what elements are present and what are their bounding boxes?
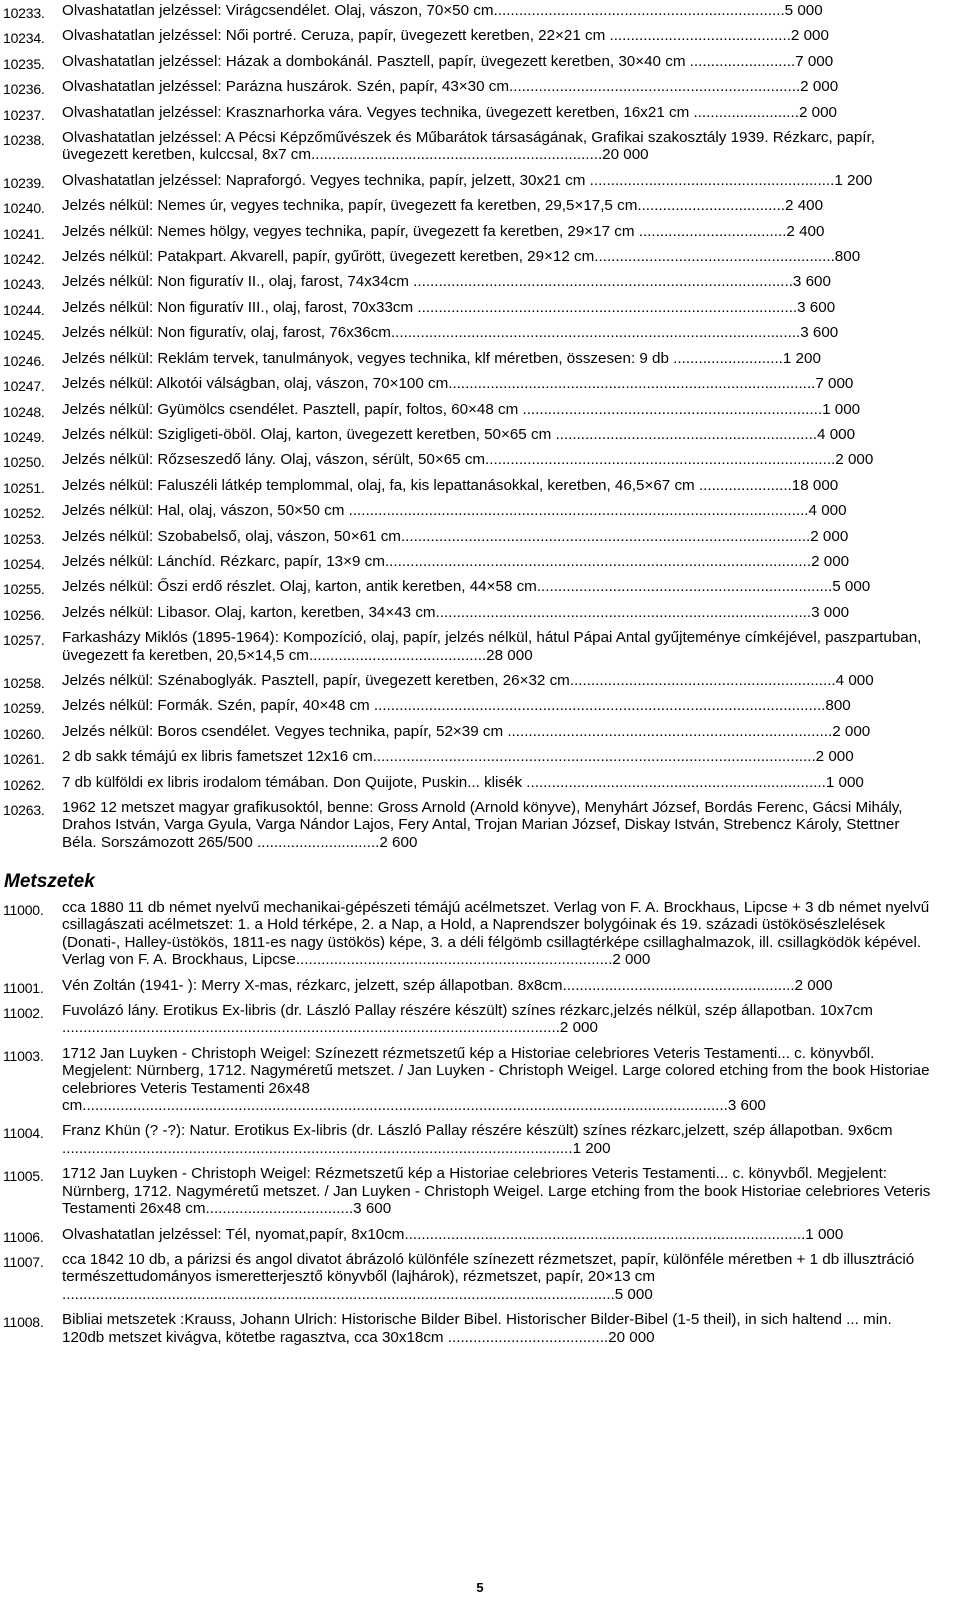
- lot-number: 10261.: [3, 751, 45, 768]
- lot-description: Jelzés nélkül: Formák. Szén, papír, 40×48 cm ...........................................................................................................800: [62, 697, 851, 715]
- lot-number: 10260.: [3, 725, 45, 742]
- lot-entry: [0, 426, 937, 443]
- lot-number: 10234.: [3, 30, 45, 47]
- lot-description: Jelzés nélkül: Libasor. Olaj, karton, keretben, 34×43 cm.........................................................................................3 000: [62, 603, 850, 621]
- lot-number: 10250.: [3, 454, 45, 471]
- lot-entry: [0, 104, 937, 121]
- lot-description: Jelzés nélkül: Boros csendélet. Vegyes technika, papír, 52×39 cm .............................................................................2 000: [62, 722, 871, 740]
- lot-entry: [0, 502, 937, 522]
- lot-description: Jelzés nélkül: Nemes hölgy, vegyes technika, papír, üvegezett fa keretben, 29×17 cm ...................................2 400: [62, 222, 825, 240]
- lot-description: Jelzés nélkül: Non figuratív II., olaj, farost, 74x34cm ..........................................................................................3 600: [62, 273, 831, 291]
- lot-entry: [0, 672, 937, 689]
- lot-description: cca 1842 10 db, a párizsi és angol divatot ábrázoló különféle színezett rézmetszet, papír, különféle méretben + 1 db illusztráció természettudományos ismeretterjesztő könyvből (lajhárok), rézmetszet, papír, 20×13 cm ...................................................................................................................................5 000: [62, 1250, 915, 1303]
- lot-number: 11004.: [3, 1125, 44, 1142]
- lot-number: 10237.: [3, 106, 45, 123]
- lot-description: Jelzés nélkül: Őszi erdő részlet. Olaj, karton, antik keretben, 44×58 cm......................................................................5 000: [62, 578, 871, 596]
- lot-description: Olvashatatlan jelzéssel: Krasznarhorka vára. Vegyes technika, üvegezett keretben, 16x21 cm .........................2 000: [62, 103, 837, 121]
- lot-entry: [0, 248, 937, 268]
- lot-number: 10245.: [3, 327, 45, 344]
- lot-entry: [0, 78, 937, 98]
- lot-entry: [0, 1122, 937, 1157]
- lot-description: Olvashatatlan jelzéssel: Napraforgó. Vegyes technika, papír, jelzett, 30x21 cm ..........................................................1 200: [62, 171, 873, 189]
- lot-description: Vén Zoltán (1941- ): Merry X-mas, rézkarc, jelzett, szép állapotban. 8x8cm.......................................................2 000: [62, 976, 833, 994]
- lot-description: 2 db sakk témájú ex libris fametszet 12x16 cm.........................................................................................................2 000: [62, 748, 854, 766]
- lot-entry: [0, 223, 937, 240]
- lot-entry: [0, 451, 937, 471]
- lot-entry: [0, 1045, 937, 1115]
- lot-number: 11007.: [3, 1253, 44, 1270]
- lot-number: 10258.: [3, 674, 45, 691]
- lot-description: Bibliai metszetek :Krauss, Johann Ulrich: Historische Bilder Bibel. Historischer Bilder-Bibel (1-5 theil), in sich haltend ... min. 120db metszet kivágva, kötetbe ragasztva, cca 30x18cm ......................................20 000: [62, 1311, 892, 1346]
- lot-number: 11002.: [3, 1005, 44, 1022]
- lot-number: 10240.: [3, 200, 45, 217]
- lot-number: 11006.: [3, 1228, 44, 1245]
- lot-entry: [0, 350, 937, 367]
- lot-entry: [0, 27, 937, 47]
- lot-description: Olvashatatlan jelzéssel: Tél, nyomat,papír, 8x10cm...............................................................................................1 000: [62, 1225, 844, 1243]
- lot-entry: [0, 401, 937, 418]
- lot-entry: [0, 748, 937, 768]
- lot-number: 11003.: [3, 1047, 44, 1064]
- lot-description: Fuvolázó lány. Erotikus Ex-libris (dr. László Pallay részére készült) színes rézkarc,jelzés nélkül, szép állapotban. 10x7cm ......................................................................................................................2 000: [62, 1002, 873, 1037]
- lot-number: 10263.: [3, 802, 45, 818]
- lot-description: 1712 Jan Luyken - Christoph Weigel: Színezett rézmetszetű kép a Historiae celebriores Veteris Testamenti... c. könyvből. Megjelent: Nürnberg, 1712. Nagyméretű metszet. / Jan Luyken - Christoph Weigel. Large colored etching from the book Historiae celebriores Veteris Testamenti 26x48 cm.........................................................................................................................................................3 600: [62, 1044, 930, 1115]
- lot-number: 11000.: [3, 902, 44, 918]
- lot-number: 10249.: [3, 428, 45, 445]
- lot-description: Jelzés nélkül: Non figuratív III., olaj, farost, 70x33cm ..........................................................................................3 600: [62, 298, 836, 316]
- lot-number: 10238.: [3, 132, 45, 149]
- lot-description: Jelzés nélkül: Szigligeti-öböl. Olaj, karton, üvegezett keretben, 50×65 cm ..............................................................4 000: [62, 425, 856, 443]
- lot-description: Jelzés nélkül: Rőzseszedő lány. Olaj, vászon, sérült, 50×65 cm...................................................................................2 000: [62, 451, 874, 469]
- lot-entry: [0, 172, 937, 189]
- lot-entry: [0, 723, 937, 740]
- lot-entry: [0, 197, 937, 217]
- lot-description: Franz Khün (? -?): Natur. Erotikus Ex-libris (dr. László Pallay részére készült) színes rézkarc,jelzett, szép állapotban. 9x6cm .........................................................................................................................1 200: [62, 1122, 893, 1157]
- lot-list-paintings: [0, 2, 937, 859]
- lot-entry: [0, 129, 937, 164]
- lot-number: 10239.: [3, 174, 45, 191]
- lot-entry: [0, 899, 937, 969]
- lot-number: 10244.: [3, 301, 45, 318]
- lot-entry: [0, 2, 937, 19]
- lot-entry: [0, 977, 937, 994]
- lot-description: Olvashatatlan jelzéssel: Virágcsendélet. Olaj, vászon, 70×50 cm.....................................................................5 000: [62, 2, 823, 19]
- lot-number: 10255.: [3, 581, 45, 598]
- lot-number: 10246.: [3, 352, 45, 369]
- lot-entry: [0, 273, 937, 293]
- lot-number: 10257.: [3, 632, 45, 649]
- lot-list-engravings: [0, 861, 937, 1354]
- lot-number: 10241.: [3, 225, 45, 242]
- lot-description: Jelzés nélkül: Gyümölcs csendélet. Pasztell, papír, foltos, 60×48 cm .......................................................................1 000: [62, 400, 861, 418]
- lot-description: Farkasházy Miklós (1895-1964): Kompozíció, olaj, papír, jelzés nélkül, hátul Pápai Antal gyűjteménye címkéjével, paszpartuban, üvegezett fa keretben, 20,5×14,5 cm..........................................28 000: [62, 629, 922, 664]
- lot-description: Jelzés nélkül: Szobabelső, olaj, vászon, 50×61 cm.................................................................................................2 000: [62, 527, 849, 545]
- lot-description: Jelzés nélkül: Lánchíd. Rézkarc, papír, 13×9 cm.....................................................................................................2 000: [62, 552, 850, 570]
- lot-description: Olvashatatlan jelzéssel: Női portré. Ceruza, papír, üvegezett keretben, 22×21 cm ...........................................2 000: [62, 27, 829, 45]
- lot-number: 10247.: [3, 378, 45, 395]
- lot-entry: [0, 1251, 937, 1303]
- lot-number: 10248.: [3, 403, 45, 420]
- lot-entry: [0, 324, 937, 344]
- lot-description: Jelzés nélkül: Non figuratív, olaj, farost, 76x36cm.................................................................................................3 600: [62, 324, 839, 342]
- lot-entry: [0, 774, 937, 791]
- lot-description: 1962 12 metszet magyar grafikusoktól, benne: Gross Arnold (Arnold könyve), Menyhárt József, Bordás Ferenc, Gácsi Mihály, Drahos István, Varga Gyula, Varga Nándor Lajos, Fery Antal, Trojan Marian József, Diskay István, Strebencz Károly, Stettner Béla. Sorszámozott 265/500 .............................2 600: [62, 799, 903, 851]
- lot-entry: [0, 53, 937, 70]
- lot-number: 10233.: [3, 5, 45, 21]
- lot-description: Olvashatatlan jelzéssel: Parázna huszárok. Szén, papír, 43×30 cm.....................................................................2 000: [62, 78, 839, 96]
- lot-entry: [0, 629, 937, 664]
- lot-entry: [0, 375, 937, 395]
- lot-entry: [0, 1165, 937, 1217]
- lot-entry: [0, 553, 937, 570]
- lot-entry: [0, 578, 937, 598]
- lot-entry: [0, 604, 937, 621]
- lot-description: Jelzés nélkül: Reklám tervek, tanulmányok, vegyes technika, klf méretben, összesen: 9 db ..........................1 200: [62, 349, 821, 367]
- lot-description: Jelzés nélkül: Faluszéli látkép templommal, olaj, fa, kis lepattanásokkal, keretben, 46,5×67 cm ......................18 000: [62, 476, 839, 494]
- lot-description: Jelzés nélkül: Nemes úr, vegyes technika, papír, üvegezett fa keretben, 29,5×17,5 cm...................................2 400: [62, 197, 824, 215]
- lot-entry: [0, 1226, 937, 1243]
- lot-entry: [0, 299, 937, 316]
- lot-number: 10253.: [3, 530, 45, 547]
- lot-description: Olvashatatlan jelzéssel: Házak a dombokánál. Pasztell, papír, üvegezett keretben, 30×40 cm .........................7 000: [62, 52, 834, 70]
- lot-number: 10259.: [3, 700, 45, 717]
- lot-number: 10236.: [3, 81, 45, 98]
- lot-number: 10242.: [3, 251, 45, 268]
- lot-description: 7 db külföldi ex libris irodalom témában. Don Quijote, Puskin... klisék .......................................................................1 000: [62, 773, 864, 791]
- lot-description: Olvashatatlan jelzéssel: A Pécsi Képzőművészek és Műbarátok társaságának, Grafikai szakosztály 1939. Rézkarc, papír, üvegezett keretben, kulccsal, 8x7 cm.....................................................................20 000: [62, 129, 875, 164]
- page-number: 5: [476, 1580, 484, 1595]
- lot-description: Jelzés nélkül: Patakpart. Akvarell, papír, gyűrött, üvegezett keretben, 29×12 cm.........................................................800: [62, 248, 861, 266]
- lot-number: 11008.: [3, 1314, 44, 1331]
- lot-description: Jelzés nélkül: Alkotói válságban, olaj, vászon, 70×100 cm.......................................................................................7 000: [62, 375, 854, 393]
- lot-number: 11005.: [3, 1168, 44, 1185]
- section-heading: Metszetek: [4, 871, 95, 892]
- lot-number: 10262.: [3, 776, 45, 793]
- lot-number: 10235.: [3, 55, 45, 72]
- lot-number: 10256.: [3, 606, 45, 623]
- lot-number: 11001.: [3, 979, 44, 996]
- lot-entry: [0, 1311, 937, 1346]
- lot-number: 10254.: [3, 555, 45, 572]
- lot-entry: [0, 697, 937, 717]
- lot-description: Jelzés nélkül: Szénaboglyák. Pasztell, papír, üvegezett keretben, 26×32 cm...............................................................4 000: [62, 671, 874, 689]
- lot-description: cca 1880 11 db német nyelvű mechanikai-gépészeti témájú acélmetszet. Verlag von F. A. Brockhaus, Lipcse + 3 db német nyelvű csillagászati acélmetszet: 1. a Hold térképe, 2. a Nap, a Hold, a Naprendszer bolygóinak és 19. századi üstökösészlelések (Donati-, Halley-üstökös, 1811-es nagy üstökös) képe, 3. a déli félgömb csillagtérképe csillaghalmazok, ill. csillagködök képével. Verlag von F. A. Brockhaus, Lipcse...........................................................................2 000: [62, 899, 930, 969]
- lot-description: 1712 Jan Luyken - Christoph Weigel: Rézmetszetű kép a Historiae celebriores Veteris Testamenti... c. könyvből. Megjelent: Nürnberg, 1712. Nagyméretű metszet. / Jan Luyken - Christoph Weigel. Large etching from the book Historiae celebriores Veteris Testamenti 26x48 cm...................................3 600: [62, 1165, 931, 1218]
- lot-entry: [0, 528, 937, 545]
- lot-number: 10252.: [3, 505, 45, 522]
- lot-description: Jelzés nélkül: Hal, olaj, vászon, 50×50 cm .............................................................................................................4 000: [62, 502, 847, 520]
- lot-number: 10243.: [3, 276, 45, 293]
- lot-entry: [0, 799, 937, 851]
- lot-number: 10251.: [3, 479, 45, 496]
- lot-entry: [0, 477, 937, 494]
- lot-entry: [0, 1002, 937, 1037]
